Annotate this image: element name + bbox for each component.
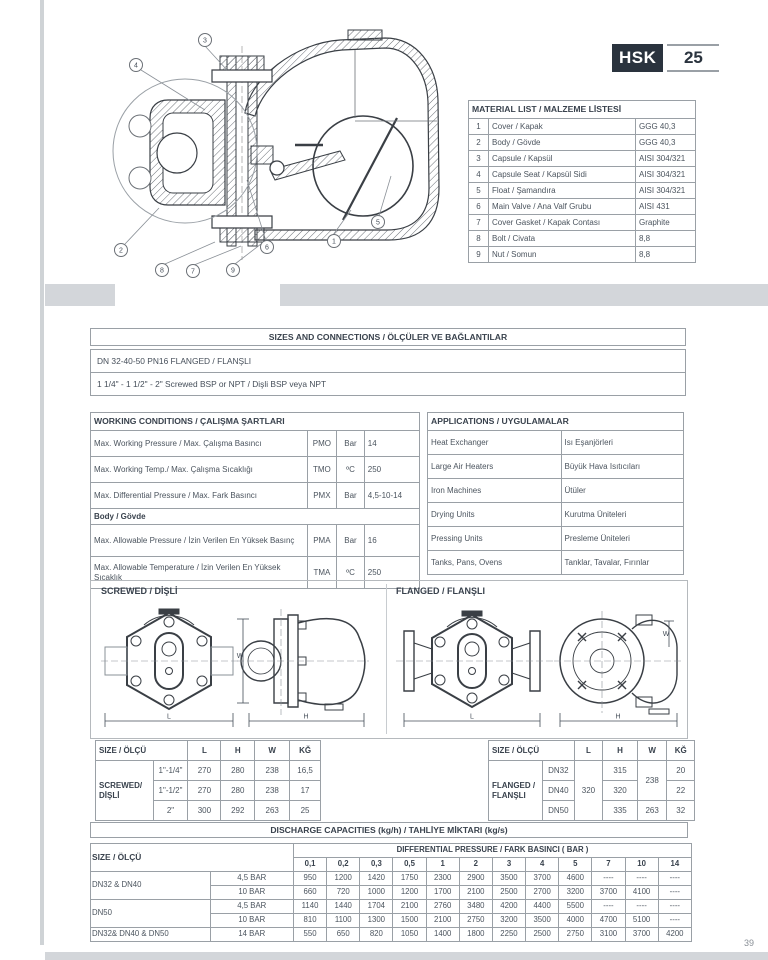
col-L: L <box>574 741 603 761</box>
material-row <box>469 231 696 247</box>
material-name: Capsule Seat / Kapsül Sidi <box>489 167 636 183</box>
KG-cell: 32 <box>667 801 695 821</box>
flanged-row <box>489 761 695 781</box>
pressure-col: 10 <box>625 858 658 872</box>
application-tr: Presleme Üniteleri <box>561 527 684 551</box>
pressure-col: 0,1 <box>293 858 326 872</box>
discharge-size-header: SIZE / ÖLÇÜ <box>91 844 294 872</box>
application-en: Drying Units <box>428 503 562 527</box>
material-spec: AISI 431 <box>636 199 696 215</box>
callout-5 <box>372 216 385 229</box>
pressure-col: 5 <box>559 858 592 872</box>
discharge-row: 10 BAR 660 720 1000 1200 1700 2100 2500 2700 3200 3700 4100 ---- <box>91 886 692 900</box>
H-cell: 280 <box>221 781 255 801</box>
discharge-row: DN32 & DN40 4,5 BAR 950 1200 1420 1750 2300 2900 3500 3700 4600 ---- ---- ---- <box>91 872 692 886</box>
wc-code: PMO <box>307 431 337 457</box>
pressure-col: 7 <box>592 858 625 872</box>
main-cross-section-drawing <box>55 18 455 283</box>
callout-9 <box>227 264 240 277</box>
discharge-group: DN32& DN40 & DN50 <box>91 928 211 942</box>
svg-text:9: 9 <box>231 267 235 275</box>
wc-value: 4,5-10-14 <box>364 483 419 509</box>
size-cell: 1"-1/4" <box>153 761 188 781</box>
wc-unit: Bar <box>337 525 365 557</box>
application-tr: Tanklar, Tavalar, Fırınlar <box>561 551 684 575</box>
bottom-strip <box>45 952 768 960</box>
bar-cell: 10 BAR <box>210 886 293 900</box>
wc-code: PMX <box>307 483 337 509</box>
application-en: Large Air Heaters <box>428 455 562 479</box>
wc-row <box>91 431 420 457</box>
col-H: H <box>221 741 255 761</box>
application-row <box>428 479 684 503</box>
wc-value: 250 <box>364 457 419 483</box>
flanged-size-table <box>488 740 695 821</box>
material-no: 4 <box>469 167 489 183</box>
material-spec: AISI 304/321 <box>636 167 696 183</box>
material-name: Nut / Somun <box>489 247 636 263</box>
svg-text:4: 4 <box>134 62 138 70</box>
callout-2 <box>115 244 128 257</box>
page-number: 39 <box>743 938 754 948</box>
material-row <box>469 135 696 151</box>
material-row <box>469 215 696 231</box>
flanged-dim-H: H <box>615 713 621 721</box>
wc-code: PMA <box>307 525 337 557</box>
col-W: W <box>255 741 290 761</box>
bar-cell: 14 BAR <box>210 928 293 942</box>
application-row <box>428 503 684 527</box>
H-cell: 315 <box>603 761 638 781</box>
application-tr: Büyük Hava Isıtıcıları <box>561 455 684 479</box>
callout-3 <box>199 34 212 47</box>
screwed-row <box>96 761 321 781</box>
application-en: Pressing Units <box>428 527 562 551</box>
sizes-connections-title: SIZES AND CONNECTIONS / ÖLÇÜLER VE BAĞLANTILAR <box>90 328 686 346</box>
wc-value: 250 <box>364 557 419 589</box>
callout-4 <box>130 59 143 72</box>
drawings-divider <box>386 584 387 734</box>
float <box>313 116 413 216</box>
material-no: 9 <box>469 247 489 263</box>
KG-cell: 22 <box>667 781 695 801</box>
wc-label: Max. Working Pressure / Max. Çalışma Basıncı <box>91 431 308 457</box>
svg-text:6: 6 <box>265 244 269 252</box>
wc-label: Max. Differential Pressure / Max. Fark Basıncı <box>91 483 308 509</box>
screwed-drawing-title: SCREWED / DİŞLİ <box>101 586 178 596</box>
model-name: HSK <box>612 44 663 72</box>
wc-unit: ºC <box>337 457 365 483</box>
discharge-row: 10 BAR 810 1100 1300 1500 2100 2750 3200 3500 4000 4700 5100 ---- <box>91 914 692 928</box>
col-W: W <box>637 741 667 761</box>
pressure-col: 2 <box>459 858 492 872</box>
callout-1 <box>328 235 341 248</box>
wc-code: TMO <box>307 457 337 483</box>
screwed-size-table <box>95 740 321 821</box>
wc-row <box>91 457 420 483</box>
sizes-connections-row: DN 32-40-50 PN16 FLANGED / FLANŞLI <box>90 349 686 373</box>
wc-label: Max. Allowable Pressure / İzin Verilen En Yüksek Basınç <box>91 525 308 557</box>
pressure-col: 0,2 <box>327 858 360 872</box>
material-row <box>469 119 696 135</box>
application-en: Iron Machines <box>428 479 562 503</box>
material-list-title: MATERIAL LIST / MALZEME LİSTESİ <box>469 101 696 119</box>
H-cell: 335 <box>603 801 638 821</box>
wc-row <box>91 483 420 509</box>
top-flange <box>212 70 272 82</box>
KG-cell: 16,5 <box>290 761 321 781</box>
col-L: L <box>188 741 221 761</box>
KG-cell: 20 <box>667 761 695 781</box>
wc-value: 16 <box>364 525 419 557</box>
W-cell: 238 <box>255 781 290 801</box>
size-cell: DN32 <box>543 761 575 781</box>
L-merged-cell: 320 <box>574 761 603 821</box>
screwed-dim-L: L <box>167 713 171 721</box>
screwed-size-header: SIZE / ÖLÇÜ <box>96 741 188 761</box>
material-no: 3 <box>469 151 489 167</box>
section-divider-bar-right <box>280 284 768 306</box>
material-name: Bolt / Civata <box>489 231 636 247</box>
material-name: Cover / Kapak <box>489 119 636 135</box>
material-list-table <box>468 100 696 263</box>
application-tr: Ütüler <box>561 479 684 503</box>
flanged-size-header: SIZE / ÖLÇÜ <box>489 741 575 761</box>
wc-label: Max. Allowable Temperature / İzin Verilen En Yüksek Sıcaklık <box>91 557 308 589</box>
size-cell: DN50 <box>543 801 575 821</box>
size-cell: 1"-1/2" <box>153 781 188 801</box>
left-rail-divider <box>40 0 44 945</box>
application-row <box>428 527 684 551</box>
pressure-col: 0,3 <box>360 858 393 872</box>
material-spec: AISI 304/321 <box>636 151 696 167</box>
wc-unit: Bar <box>337 483 365 509</box>
H-cell: 292 <box>221 801 255 821</box>
callout-8 <box>156 264 169 277</box>
pressure-col: 0,5 <box>393 858 426 872</box>
application-en: Heat Exchanger <box>428 431 562 455</box>
callout-7 <box>187 265 200 278</box>
callout-6 <box>261 241 274 254</box>
wc-unit: Bar <box>337 431 365 457</box>
flanged-dim-W: W <box>662 631 670 638</box>
size-cell: DN40 <box>543 781 575 801</box>
pressure-col: 1 <box>426 858 459 872</box>
discharge-pressure-header: DIFFERENTIAL PRESSURE / FARK BASINCI ( BAR ) <box>293 844 691 858</box>
screwed-dim-H: H <box>303 713 309 721</box>
wc-label: Max. Working Temp./ Max. Çalışma Sıcaklığı <box>91 457 308 483</box>
bar-cell: 10 BAR <box>210 914 293 928</box>
material-no: 8 <box>469 231 489 247</box>
material-no: 6 <box>469 199 489 215</box>
wc-row <box>91 525 420 557</box>
sizes-connections-section <box>90 328 686 396</box>
application-tr: Kurutma Üniteleri <box>561 503 684 527</box>
discharge-group: DN32 & DN40 <box>91 872 211 900</box>
material-row <box>469 199 696 215</box>
wc-subheader: Body / Gövde <box>91 509 420 525</box>
L-cell: 270 <box>188 781 221 801</box>
discharge-group: DN50 <box>91 900 211 928</box>
material-row <box>469 167 696 183</box>
svg-text:5: 5 <box>376 219 380 227</box>
wc-subheader-row <box>91 509 420 525</box>
material-row <box>469 183 696 199</box>
flanged-views-drawing <box>394 601 682 733</box>
bar-cell: 4,5 BAR <box>210 872 293 886</box>
working-conditions-table <box>90 412 420 589</box>
application-row <box>428 551 684 575</box>
material-name: Capsule / Kapsül <box>489 151 636 167</box>
screwed-views-drawing <box>99 601 374 733</box>
pressure-col: 3 <box>492 858 525 872</box>
shell-top-cap <box>348 30 382 40</box>
application-tr: Isı Eşanjörleri <box>561 431 684 455</box>
material-row <box>469 247 696 263</box>
material-spec: GGG 40,3 <box>636 135 696 151</box>
discharge-row: DN50 4,5 BAR 1140 1440 1704 2100 2760 3480 4200 4400 5500 ---- ---- ---- <box>91 900 692 914</box>
H-cell: 320 <box>603 781 638 801</box>
col-KG: KĞ <box>290 741 321 761</box>
model-size: 25 <box>667 44 719 72</box>
H-cell: 280 <box>221 761 255 781</box>
material-spec: Graphite <box>636 215 696 231</box>
svg-text:8: 8 <box>160 267 164 275</box>
svg-text:1: 1 <box>332 238 336 246</box>
material-spec: AISI 304/321 <box>636 183 696 199</box>
discharge-title: DISCHARGE CAPACITIES (kg/h) / TAHLİYE MİKTARI (kg/s) <box>90 822 688 838</box>
L-cell: 270 <box>188 761 221 781</box>
material-name: Float / Şamandıra <box>489 183 636 199</box>
W-cell: 238 <box>255 761 290 781</box>
svg-text:3: 3 <box>203 37 207 45</box>
pressure-col: 14 <box>658 858 691 872</box>
material-name: Cover Gasket / Kapak Contası <box>489 215 636 231</box>
flanged-group: FLANGED / FLANŞLI <box>489 761 543 821</box>
W-merged-cell: 238 <box>637 761 667 801</box>
material-spec: 8,8 <box>636 247 696 263</box>
material-no: 5 <box>469 183 489 199</box>
KG-cell: 17 <box>290 781 321 801</box>
material-name: Main Valve / Ana Valf Grubu <box>489 199 636 215</box>
wc-code: TMA <box>307 557 337 589</box>
W-cell: 263 <box>637 801 667 821</box>
col-KG: KĞ <box>667 741 695 761</box>
application-row <box>428 455 684 479</box>
model-badge <box>612 44 719 72</box>
material-no: 1 <box>469 119 489 135</box>
discharge-row: DN32& DN40 & DN50 14 BAR 550 650 820 1050 1400 1800 2250 2500 2750 3100 3700 4200 <box>91 928 692 942</box>
svg-text:7: 7 <box>191 268 195 276</box>
flanged-drawing-title: FLANGED / FLANŞLI <box>396 586 485 596</box>
discharge-table <box>90 843 692 942</box>
L-cell: 300 <box>188 801 221 821</box>
applications-table <box>427 412 684 575</box>
material-no: 2 <box>469 135 489 151</box>
dimension-drawings-panel <box>90 580 688 739</box>
material-no: 7 <box>469 215 489 231</box>
wc-value: 14 <box>364 431 419 457</box>
applications-title: APPLICATIONS / UYGULAMALAR <box>428 413 684 431</box>
sizes-connections-row: 1 1/4" - 1 1/2" - 2" Screwed BSP or NPT / Dişli BSP veya NPT <box>90 373 686 396</box>
pressure-col: 4 <box>526 858 559 872</box>
wc-unit: ºC <box>337 557 365 589</box>
svg-text:2: 2 <box>119 247 123 255</box>
material-row <box>469 151 696 167</box>
size-cell: 2" <box>153 801 188 821</box>
W-cell: 263 <box>255 801 290 821</box>
flanged-dim-L: L <box>470 713 474 721</box>
application-en: Tanks, Pans, Ovens <box>428 551 562 575</box>
material-spec: GGG 40,3 <box>636 119 696 135</box>
screwed-group: SCREWED/ DİŞLİ <box>96 761 154 821</box>
col-H: H <box>603 741 638 761</box>
bottom-flange <box>212 216 272 228</box>
section-divider-bar-left <box>45 284 115 306</box>
working-conditions-title: WORKING CONDITIONS / ÇALIŞMA ŞARTLARI <box>91 413 420 431</box>
application-row <box>428 431 684 455</box>
material-name: Body / Gövde <box>489 135 636 151</box>
screwed-dim-W: W <box>236 653 244 660</box>
material-spec: 8,8 <box>636 231 696 247</box>
KG-cell: 25 <box>290 801 321 821</box>
bar-cell: 4,5 BAR <box>210 900 293 914</box>
